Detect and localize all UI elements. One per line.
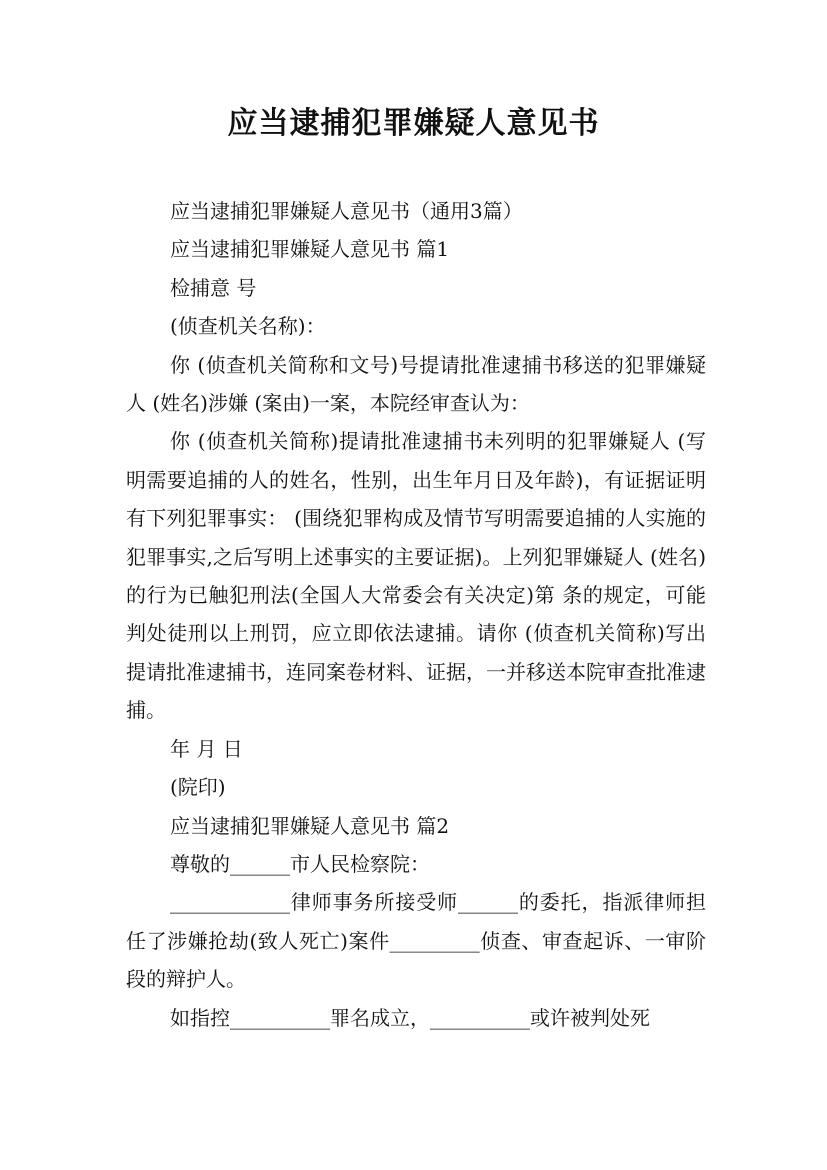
paragraph-addressee: (侦查机关名称)： — [170, 314, 326, 339]
paragraph-law-firm-appointment: ____________律师事务所接受师______的委托，指派律师担任了涉嫌抢劫(致人死亡)案件_________侦查、审查起诉、一审阶段的辩护人。 — [126, 890, 706, 992]
paragraph-date: 年 月 日 — [170, 736, 243, 761]
paragraph-file-number: 检捕意 号 — [170, 275, 257, 300]
paragraph-case-review: 你 (侦查机关简称和文号)号提请批准逮捕书移送的犯罪嫌疑人 (姓名)涉嫌 (案由)一案，本院经审查认为： — [126, 352, 706, 416]
paragraph-seal: (院印) — [170, 775, 226, 800]
paragraph-salutation: 尊敬的______市人民检察院： — [170, 851, 430, 876]
paragraph-section-1-heading: 应当逮捕犯罪嫌疑人意见书 篇1 — [170, 237, 450, 262]
document-title: 应当逮捕犯罪嫌疑人意见书 — [227, 106, 600, 141]
paragraph-section-2-heading: 应当逮捕犯罪嫌疑人意见书 篇2 — [170, 813, 450, 838]
document-body — [126, 192, 706, 1037]
paragraph-subtitle: 应当逮捕犯罪嫌疑人意见书（通用3篇） — [170, 199, 523, 223]
paragraph-charge-statement: 如指控__________罪名成立，__________或许被判处死 — [170, 1005, 650, 1030]
paragraph-arrest-opinion: 你 (侦查机关简称)提请批准逮捕书未列明的犯罪嫌疑人 (写明需要追捕的人的姓名，性别，出生年月日及年龄)，有证据证明有下列犯罪事实： (围绕犯罪构成及情节写明需要追捕的人实施的犯罪事实,之后写明上述事实的主要证据)。上列犯罪嫌疑人 (姓名)的行为已触犯刑法(全国人大常委会有关决定)第 条的规定，可能判处徒刑以上刑罚，应立即依法逮捕。请你 (侦查机关简称)写出提请批准逮捕书，连同案卷材料、证据，一并移送本院审查批准逮捕。 — [126, 429, 706, 723]
